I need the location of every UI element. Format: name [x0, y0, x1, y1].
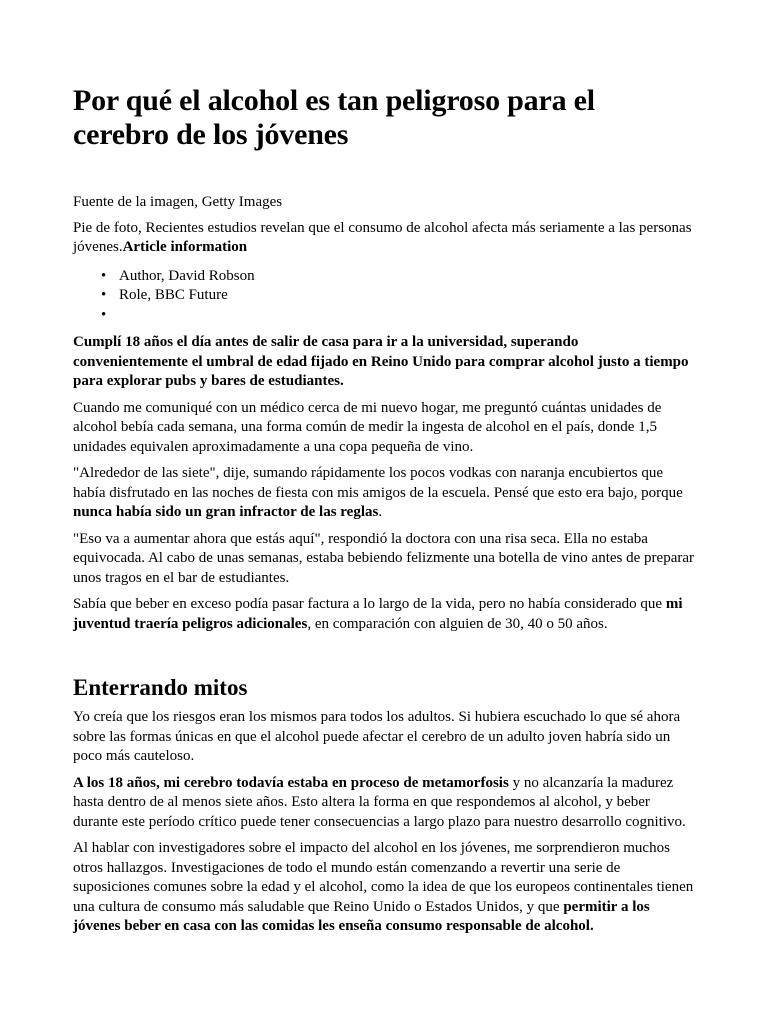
meta-empty-item — [119, 306, 695, 326]
meta-role: • Role, BBC Future — [119, 286, 695, 306]
paragraph-7-text: Al hablar con investigadores sobre el impacto del alcohol en los jóvenes, me sorprendieron muchos otros hallazgos. Investigaciones de todo el mundo están comenzando a revertir una serie de suposiciones comunes sobre la edad y el alcohol, como la idea de que los europeos continentales tienen una cultura de consumo más saludable que Reino Unido o Estados Unidos, y que — [73, 840, 694, 915]
paragraph-5: Yo creía que los riesgos eran los mismos para todos los adultos. Si hubiera escuchado lo que sé ahora sobre las formas únicas en que el alcohol puede afectar el cerebro de un adulto joven habría sido un poco más cauteloso. — [73, 709, 681, 764]
paragraph-4 — [73, 595, 695, 634]
image-caption — [73, 219, 695, 258]
paragraph-6-text: y no alcanzaría la madurez hasta dentro de al menos siete años. Esto altera la forma en que respondemos al alcohol, y beber durante este período crítico puede tener consecuencias a largo plazo para nuestro desarrollo cognitivo. — [73, 774, 686, 830]
paragraph-4-bold: mi juventud traería peligros adicionales — [73, 596, 683, 632]
lead-paragraph: Cumplí 18 años el día antes de salir de casa para ir a la universidad, superando convenientemente el umbral de edad fijado en Reino Unido para comprar alcohol justo a tiempo para explorar pubs y bares de estudiantes. — [73, 334, 689, 389]
paragraph-4-text: Sabía que beber en exceso podía pasar factura a lo largo de la vida, pero no había considerado que — [73, 596, 666, 612]
paragraph-3: "Eso va a aumentar ahora que estás aquí", respondió la doctora con una risa seca. Ella no estaba equivocada. Al cabo de unas semanas, estaba bebiendo felizmente una botella de vino antes de preparar unos tragos en el bar de estudiantes. — [73, 530, 694, 586]
section-heading: Enterrando mitos — [73, 675, 248, 700]
article-meta-list — [73, 267, 695, 326]
paragraph-1: Cuando me comuniqué con un médico cerca de mi nuevo hogar, me preguntó cuántas unidades de alcohol bebía cada semana, una forma común de medir la ingesta de alcohol en el país, donde 1,5 unidades equivalen aproximadamente a una copa pequeña de vino. — [73, 399, 662, 455]
caption-text: Pie de foto, Recientes estudios revelan que el consumo de alcohol afecta más seriamente a las personas jóvenes. — [73, 219, 692, 255]
paragraph-2 — [73, 464, 695, 523]
paragraph-7 — [73, 839, 695, 937]
image-source: Fuente de la imagen, Getty Images — [73, 194, 283, 210]
article-info-label: Article information — [122, 239, 248, 255]
paragraph-2-text: "Alrededor de las siete", dije, sumando rápidamente los pocos vodkas con naranja encubiertos que había disfrutado en las noches de fiesta con mis amigos de la escuela. Pensé que esto era bajo, porque — [73, 465, 683, 501]
paragraph-2-bold: nunca había sido un gran infractor de las reglas — [73, 504, 379, 520]
paragraph-6 — [73, 774, 695, 833]
meta-author: • Author, David Robson — [119, 267, 695, 287]
paragraph-4-end: , en comparación con alguien de 30, 40 o 50 años. — [307, 615, 608, 632]
paragraph-6-bold: A los 18 años, mi cerebro todavía estaba en proceso de metamorfosis — [73, 774, 509, 791]
article-title: Por qué el alcohol es tan peligroso para el cerebro de los jóvenes — [73, 84, 595, 151]
paragraph-7-bold: permitir a los jóvenes beber en casa con las comidas les enseña consumo responsable de alcohol. — [73, 898, 650, 934]
paragraph-2-end: . — [378, 504, 383, 520]
